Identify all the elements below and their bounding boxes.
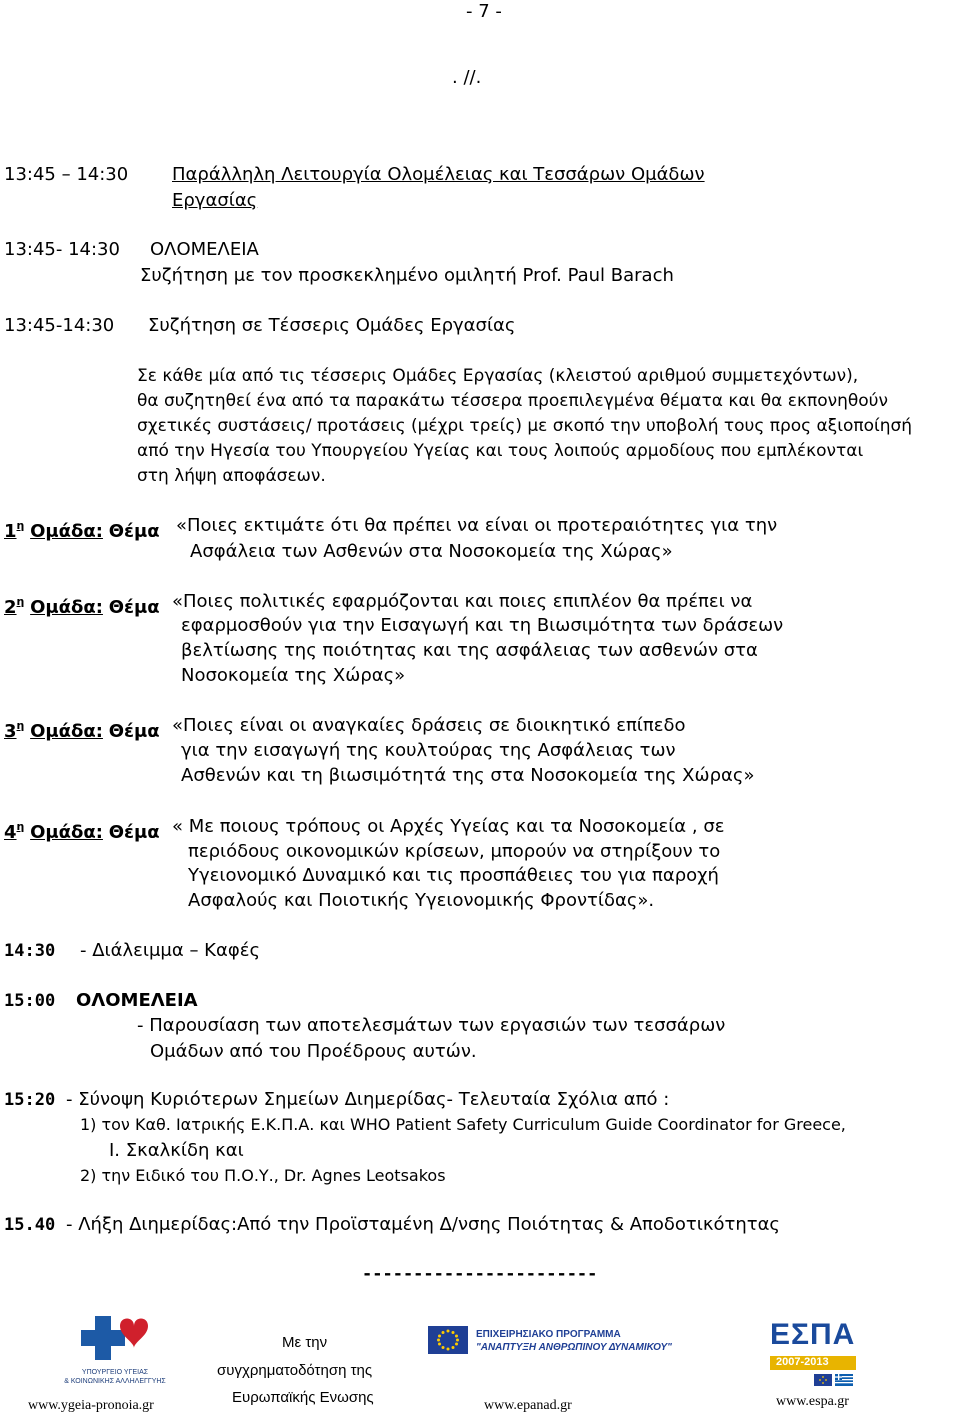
parallel-title-line2: Εργασίας bbox=[172, 190, 258, 211]
cofund-line1: Με την bbox=[282, 1334, 328, 1351]
plenary2-title: ΟΛΟΜΕΛΕΙΑ bbox=[76, 990, 198, 1011]
group-label: Ομάδα: bbox=[30, 721, 103, 742]
group-2-line: «Ποιες πολιτικές εφαρμόζονται και ποιες επιπλέον θα πρέπει να bbox=[172, 591, 753, 612]
cofund-line2: συγχρηματοδότηση της bbox=[217, 1362, 373, 1379]
plenary-title: ΟΛΟΜΕΛΕΙΑ bbox=[150, 239, 259, 260]
group-4-line: περιόδους οικονομικών κρίσεων, μπορούν να στηρίξουν το bbox=[188, 841, 721, 862]
group-number: 4 bbox=[4, 822, 17, 843]
group-ordinal: η bbox=[16, 595, 25, 608]
group-2-heading bbox=[4, 590, 160, 620]
ministry-logo bbox=[50, 1312, 180, 1392]
group-1-line: Ασφάλεια των Ασθενών στα Νοσοκομεία της Χώρας» bbox=[190, 541, 673, 562]
summary-item: Ι. Σκαλκίδη και bbox=[109, 1140, 244, 1161]
group-1-heading bbox=[4, 514, 160, 544]
epanad-logo-text bbox=[476, 1328, 672, 1354]
ministry-cross-heart-icon bbox=[50, 1312, 180, 1364]
group-theme-label: Θέμα bbox=[108, 597, 160, 618]
groups-para-line: Σε κάθε μία από τις τέσσερις Ομάδες Εργασίας (κλειστού αριθμού συμμετεχόντων), bbox=[137, 366, 859, 386]
espa-years: 2007-2013 bbox=[776, 1356, 829, 1368]
ministry-url[interactable]: www.ygeia-pronoia.gr bbox=[28, 1398, 154, 1413]
section-marker: . //. bbox=[452, 67, 482, 88]
closing-text: - Λήξη Διημερίδας:Από την Προϊσταμένη Δ/νσης Ποιότητας & Αποδοτικότητας bbox=[66, 1214, 780, 1235]
epanad-logo-line2: "ΑΝΑΠΤΥΞΗ ΑΝΘΡΩΠΙΝΟΥ ΔΥΝΑΜΙΚΟΥ" bbox=[476, 1342, 672, 1353]
group-label: Ομάδα: bbox=[30, 597, 103, 618]
parallel-time: 13:45 – 14:30 bbox=[4, 164, 129, 185]
epanad-logo-line1: ΕΠΙΧΕΙΡΗΣΙΑΚΟ ΠΡΟΓΡΑΜΜΑ bbox=[476, 1329, 621, 1340]
plenary2-line: - Παρουσίαση των αποτελεσμάτων των εργασιών των τεσσάρων bbox=[137, 1015, 726, 1036]
group-theme-label: Θέμα bbox=[108, 822, 160, 843]
divider: ----------------------- bbox=[362, 1264, 598, 1284]
group-3-line: Ασθενών και τη βιωσιμότητά της στα Νοσοκομεία της Χώρας» bbox=[181, 765, 755, 786]
group-ordinal: η bbox=[16, 719, 25, 732]
ministry-logo-line1: ΥΠΟΥΡΓΕΙΟ ΥΓΕΙΑΣ bbox=[81, 1369, 149, 1376]
group-label: Ομάδα: bbox=[30, 822, 103, 843]
parallel-title-line1: Παράλληλη Λειτουργία Ολομέλειας και Τεσσάρων Ομάδων bbox=[172, 164, 705, 185]
groups-para-line: στη λήψη αποφάσεων. bbox=[137, 466, 326, 486]
groups-para-line: θα συζητηθεί ένα από τα παρακάτω τέσσερα προεπιλεγμένα θέματα και θα εκπονηθούν bbox=[137, 391, 889, 411]
break-text: - Διάλειμμα – Καφές bbox=[80, 940, 261, 961]
group-number: 1 bbox=[4, 521, 17, 542]
plenary2-time: 15:00 bbox=[4, 991, 56, 1011]
group-4-heading bbox=[4, 815, 160, 845]
group-3-heading bbox=[4, 714, 160, 744]
group-3-line: για την εισαγωγή της κουλτούρας της Ασφάλειας των bbox=[181, 740, 676, 761]
plenary-time: 13:45- 14:30 bbox=[4, 239, 120, 260]
espa-flags-icon bbox=[814, 1374, 854, 1392]
eu-flag-icon bbox=[428, 1326, 468, 1354]
epanad-url[interactable]: www.epanad.gr bbox=[484, 1398, 572, 1413]
group-4-line: « Με ποιους τρόπους οι Αρχές Υγείας και τα Νοσοκομεία , σε bbox=[172, 816, 725, 837]
summary-item: 2) την Ειδικό του Π.Ο.Υ., Dr. Agnes Leotsakos bbox=[80, 1166, 446, 1185]
group-theme-label: Θέμα bbox=[108, 721, 160, 742]
summary-line: - Σύνοψη Κυριότερων Σημείων Διημερίδας- Τελευταία Σχόλια από : bbox=[66, 1089, 670, 1110]
summary-item: 1) τον Καθ. Ιατρικής Ε.Κ.Π.Α. και WHO Patient Safety Curriculum Guide Coordinator for Greece, bbox=[80, 1115, 846, 1134]
group-4-line: Ασφαλούς και Ποιοτικής Υγειονομικής Φροντίδας». bbox=[188, 890, 655, 911]
cofund-line3: Ευρωπαϊκής Ενωσης bbox=[232, 1389, 374, 1406]
break-time: 14:30 bbox=[4, 941, 56, 961]
group-theme-label: Θέμα bbox=[108, 521, 160, 542]
group-ordinal: η bbox=[16, 820, 25, 833]
plenary2-line: Ομάδων από του Προέδρους αυτών. bbox=[150, 1041, 477, 1062]
groups-time: 13:45-14:30 bbox=[4, 315, 115, 336]
group-1-line: «Ποιες εκτιμάτε ότι θα πρέπει να είναι οι προτεραιότητες για την bbox=[176, 515, 778, 536]
group-4-line: Υγειονομικό Δυναμικό και τις προσπάθειες του για παροχή bbox=[188, 865, 719, 886]
eu-stars-icon bbox=[428, 1326, 468, 1354]
group-label: Ομάδα: bbox=[30, 521, 103, 542]
group-2-line: βελτίωσης της ποιότητας και της ασφάλειας των ασθενών στα bbox=[181, 640, 758, 661]
group-number: 3 bbox=[4, 721, 17, 742]
page-number: - 7 - bbox=[466, 1, 502, 22]
group-ordinal: η bbox=[16, 519, 25, 532]
group-2-line: εφαρμοσθούν για την Εισαγωγή και τη Βιωσιμότητα των δράσεων bbox=[181, 615, 784, 636]
espa-url[interactable]: www.espa.gr bbox=[776, 1394, 849, 1409]
group-3-line: «Ποιες είναι οι αναγκαίες δράσεις σε διοικητικό επίπεδο bbox=[172, 715, 686, 736]
groups-para-line: σχετικές συστάσεις/ προτάσεις (μέχρι τρείς) με σκοπό την υποβολή τους προς αξιοποίησή bbox=[137, 416, 913, 436]
summary-time: 15:20 bbox=[4, 1090, 56, 1110]
groups-para-line: από την Ηγεσία του Υπουργείου Υγείας και τους λοιπούς αρμοδίους που εμπλέκονται bbox=[137, 441, 864, 461]
espa-logo-icon bbox=[770, 1318, 862, 1394]
closing-time: 15.40 bbox=[4, 1215, 56, 1235]
group-2-line: Νοσοκομεία της Χώρας» bbox=[181, 665, 406, 686]
ministry-logo-line2: & ΚΟΙΝΩΝΙΚΗΣ ΑΛΛΗΛΕΓΓΥΗΣ bbox=[64, 1378, 166, 1385]
groups-title: Συζήτηση σε Τέσσερις Ομάδες Εργασίας bbox=[148, 315, 516, 336]
espa-logo-text: ΕΣΠΑ bbox=[770, 1318, 856, 1351]
group-number: 2 bbox=[4, 597, 17, 618]
plenary-desc: Συζήτηση με τον προσκεκλημένο ομιλητή Prof. Paul Barach bbox=[140, 265, 674, 286]
